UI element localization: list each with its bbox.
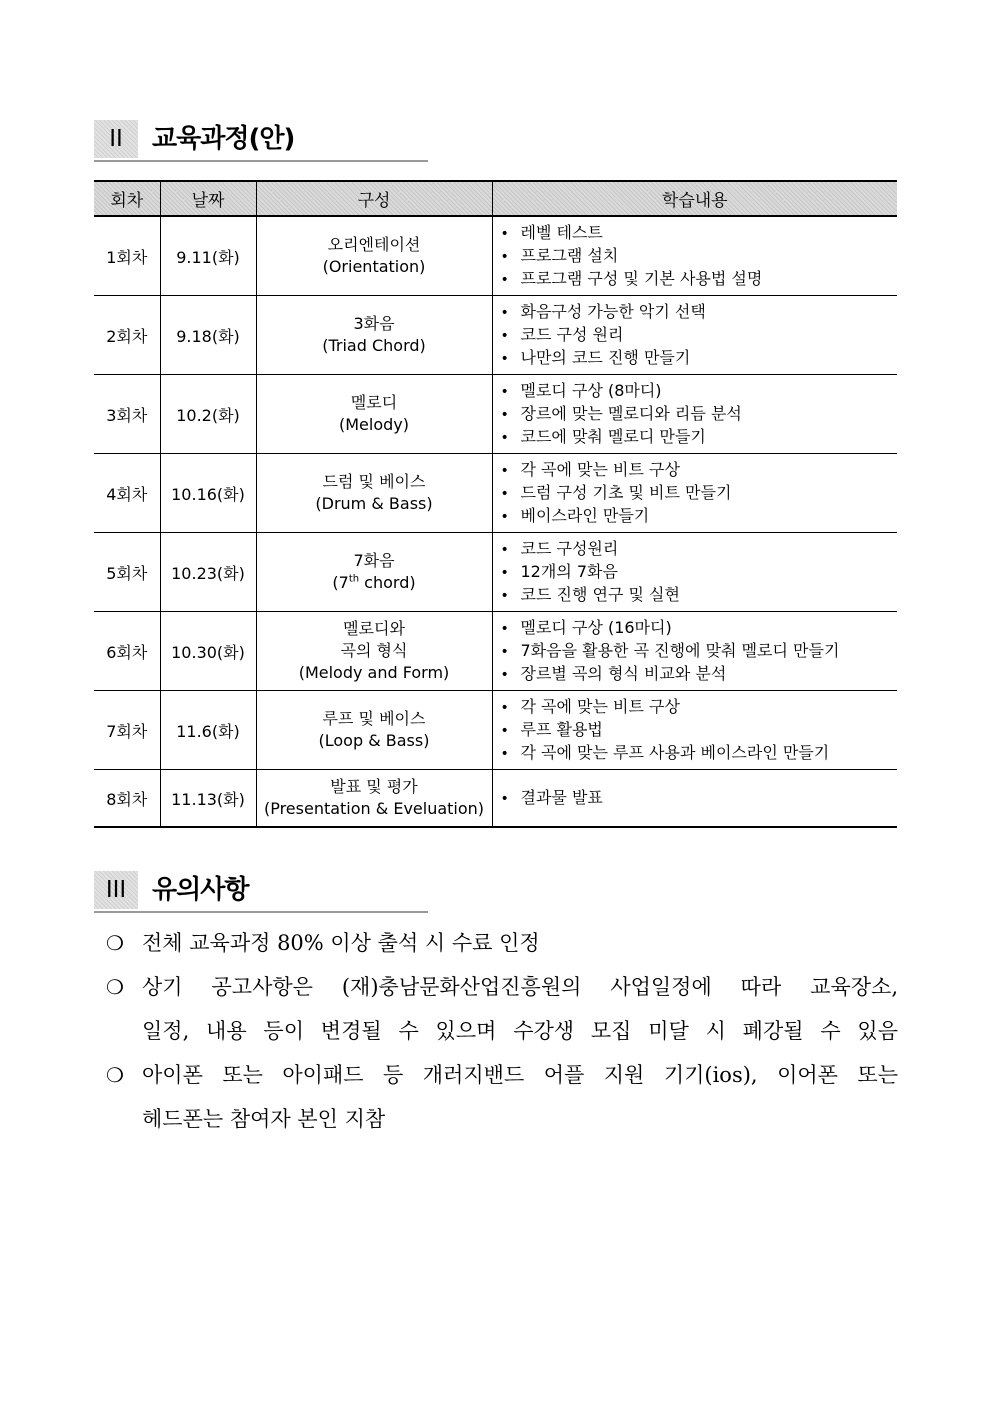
table-row (94, 375, 897, 454)
topic-line: (Drum & Bass) (315, 494, 433, 513)
topic-cell (256, 691, 492, 770)
content-item: • 코드에 맞춰 멜로디 만들기 (501, 426, 898, 449)
session-cell: 3회차 (94, 375, 160, 454)
circle-bullet-icon: ❍ (106, 1063, 124, 1087)
curriculum-table (94, 180, 897, 828)
header-session: 회차 (94, 181, 160, 216)
section-2-header (94, 120, 428, 162)
session-cell: 8회차 (94, 770, 160, 828)
note-text: 헤드폰는 참여자 본인 지참 (142, 1107, 386, 1131)
topic-line: (Loop & Bass) (318, 731, 430, 750)
content-cell (492, 296, 897, 375)
topic-suffix: chord) (364, 573, 416, 592)
note-text: 전체 교육과정 80% 이상 출석 시 수료 인정 (142, 931, 540, 955)
note-text: 아이폰 또는 아이패드 등 개러지밴드 어플 지원 기기(ios), 이어폰 또는 (142, 1063, 898, 1087)
topic-line: (Melody and Form) (298, 663, 450, 682)
content-item: • 각 곡에 맞는 비트 구상 (501, 459, 898, 482)
table-row (94, 296, 897, 375)
content-item: • 장르에 맞는 멜로디와 리듬 분석 (501, 403, 898, 426)
content-item: • 멜로디 구상 (16마디) (501, 617, 898, 640)
topic-line: 발표 및 평가 (330, 777, 418, 796)
superscript: th (348, 573, 360, 585)
topic-cell (256, 612, 492, 691)
date-cell: 9.18(화) (160, 296, 256, 375)
session-cell: 7회차 (94, 691, 160, 770)
content-item: • 루프 활용법 (501, 719, 898, 742)
session-cell: 5회차 (94, 533, 160, 612)
content-item: • 드럼 구성 기초 및 비트 만들기 (501, 482, 898, 505)
date-cell: 10.23(화) (160, 533, 256, 612)
content-cell (492, 533, 897, 612)
section-number: II (94, 120, 138, 158)
table-row (94, 691, 897, 770)
date-cell: 11.13(화) (160, 770, 256, 828)
note-item (106, 921, 898, 965)
content-item: • 프로그램 설치 (501, 245, 898, 268)
topic-prefix: (7 (332, 573, 349, 592)
topic-line: (Presentation & Eveluation) (263, 799, 485, 818)
topic-line (257, 572, 492, 594)
content-cell (492, 375, 897, 454)
section-title: 유의사항 (152, 875, 249, 905)
topic-cell (256, 296, 492, 375)
section-number: III (94, 871, 138, 909)
content-item: • 코드 진행 연구 및 실현 (501, 584, 898, 607)
content-item: • 12개의 7화음 (501, 561, 898, 584)
topic-line: 7화음 (353, 551, 395, 570)
content-cell (492, 612, 897, 691)
content-item: • 나만의 코드 진행 만들기 (501, 347, 898, 370)
circle-bullet-icon: ❍ (106, 975, 124, 999)
table-row (94, 533, 897, 612)
content-item: • 화음구성 가능한 악기 선택 (501, 301, 898, 324)
topic-line: 드럼 및 베이스 (322, 472, 426, 491)
topic-line: 멜로디와 (343, 619, 405, 638)
content-item: • 코드 구성원리 (501, 538, 898, 561)
section-3-header (94, 871, 428, 913)
content-item: • 베이스라인 만들기 (501, 505, 898, 528)
content-item: • 레벨 테스트 (501, 222, 898, 245)
date-cell: 10.30(화) (160, 612, 256, 691)
topic-line: 곡의 형식 (340, 641, 408, 660)
topic-line: 오리엔테이션 (327, 235, 421, 254)
topic-cell (256, 454, 492, 533)
note-text: 상기 공고사항은 (재)충남문화산업진흥원의 사업일정에 따라 교육장소, (142, 975, 898, 999)
content-item: • 결과물 발표 (501, 787, 898, 810)
content-cell (492, 454, 897, 533)
topic-line: 멜로디 (350, 393, 398, 412)
date-cell: 9.11(화) (160, 216, 256, 296)
circle-bullet-icon: ❍ (106, 931, 124, 955)
session-cell: 1회차 (94, 216, 160, 296)
header-topic: 구성 (256, 181, 492, 216)
date-cell: 10.2(화) (160, 375, 256, 454)
note-item (106, 965, 898, 1053)
session-cell: 4회차 (94, 454, 160, 533)
topic-cell (256, 216, 492, 296)
topic-line: (Triad Chord) (322, 336, 426, 355)
content-item: • 장르별 곡의 형식 비교와 분석 (501, 663, 898, 686)
topic-line: 루프 및 베이스 (322, 709, 426, 728)
topic-cell (256, 533, 492, 612)
header-date: 날짜 (160, 181, 256, 216)
table-row (94, 216, 897, 296)
content-item: • 코드 구성 원리 (501, 324, 898, 347)
content-cell (492, 691, 897, 770)
note-text: 일정, 내용 등이 변경될 수 있으며 수강생 모집 미달 시 폐강될 수 있음 (142, 1019, 898, 1043)
section-title: 교육과정(안) (152, 124, 295, 154)
content-item: • 각 곡에 맞는 비트 구상 (501, 696, 898, 719)
session-cell: 2회차 (94, 296, 160, 375)
header-content: 학습내용 (492, 181, 897, 216)
topic-cell (256, 375, 492, 454)
content-item: • 7화음을 활용한 곡 진행에 맞춰 멜로디 만들기 (501, 640, 898, 663)
table-row (94, 612, 897, 691)
content-item: • 멜로디 구상 (8마디) (501, 380, 898, 403)
topic-cell (256, 770, 492, 828)
content-cell (492, 770, 897, 828)
table-header-row (94, 181, 897, 216)
date-cell: 11.6(화) (160, 691, 256, 770)
notes-list (106, 921, 898, 1141)
topic-line: (Melody) (339, 415, 409, 434)
topic-line: 3화음 (353, 314, 395, 333)
content-cell (492, 216, 897, 296)
table-row (94, 770, 897, 828)
note-item (106, 1053, 898, 1141)
topic-line: (Orientation) (322, 257, 426, 276)
session-cell: 6회차 (94, 612, 160, 691)
content-item: • 프로그램 구성 및 기본 사용법 설명 (501, 268, 898, 291)
content-item: • 각 곡에 맞는 루프 사용과 베이스라인 만들기 (501, 742, 898, 765)
table-row (94, 454, 897, 533)
date-cell: 10.16(화) (160, 454, 256, 533)
